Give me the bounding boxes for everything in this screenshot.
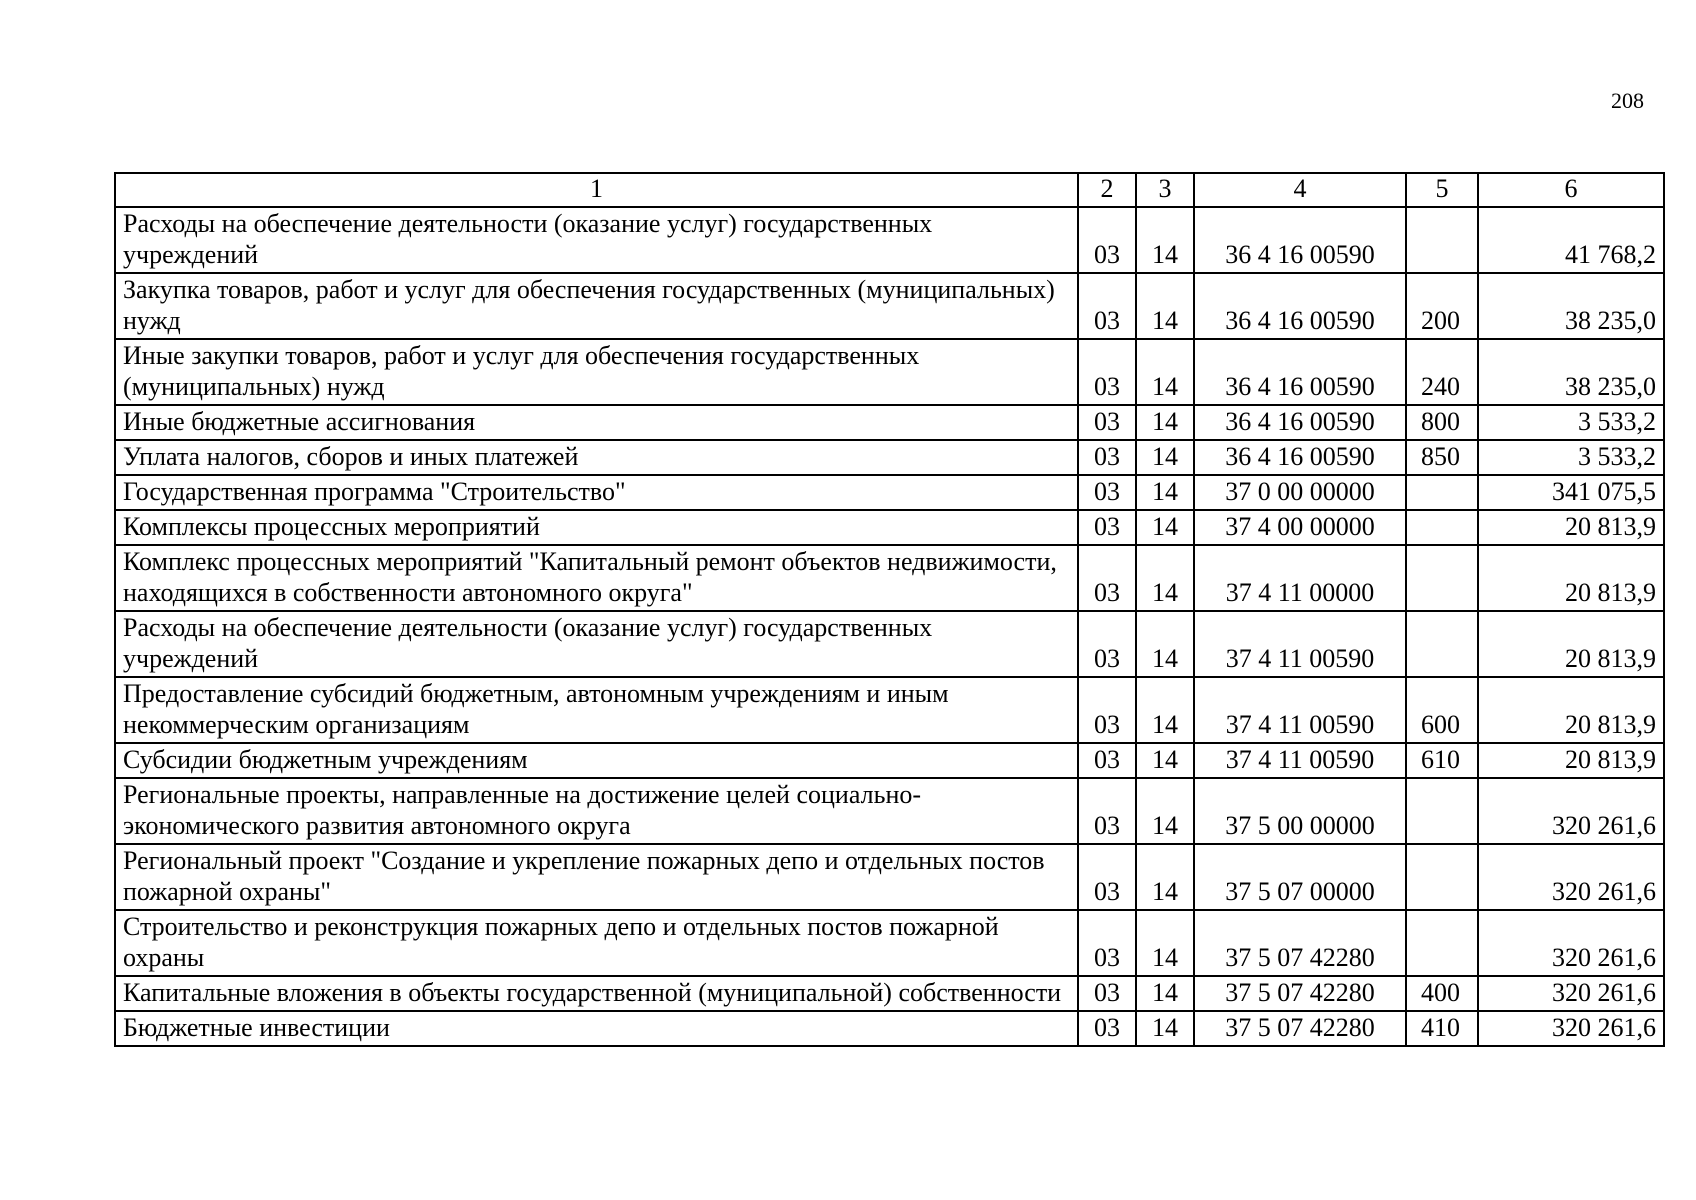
cell-expense-type: 200 xyxy=(1406,273,1478,339)
cell-expense-type: 610 xyxy=(1406,743,1478,778)
cell-name: Капитальные вложения в объекты государственной (муниципальной) собственности xyxy=(115,976,1078,1011)
cell-section: 03 xyxy=(1078,273,1136,339)
cell-name: Строительство и реконструкция пожарных депо и отдельных постов пожарной охраны xyxy=(115,910,1078,976)
table-row xyxy=(115,440,1664,475)
cell-name: Субсидии бюджетным учреждениям xyxy=(115,743,1078,778)
cell-target-article: 37 4 11 00590 xyxy=(1194,743,1406,778)
table-row xyxy=(115,545,1664,611)
cell-amount: 3 533,2 xyxy=(1478,440,1664,475)
cell-amount: 20 813,9 xyxy=(1478,510,1664,545)
table-row xyxy=(115,475,1664,510)
cell-target-article: 37 4 00 00000 xyxy=(1194,510,1406,545)
cell-expense-type xyxy=(1406,778,1478,844)
table-row xyxy=(115,207,1664,273)
header-cell-col-3: 3 xyxy=(1136,173,1194,207)
cell-subsection: 14 xyxy=(1136,339,1194,405)
cell-target-article: 37 4 11 00590 xyxy=(1194,611,1406,677)
table-row xyxy=(115,743,1664,778)
cell-amount: 320 261,6 xyxy=(1478,1011,1664,1046)
header-cell-col-4: 4 xyxy=(1194,173,1406,207)
cell-target-article: 37 5 07 00000 xyxy=(1194,844,1406,910)
table-row xyxy=(115,910,1664,976)
cell-target-article: 36 4 16 00590 xyxy=(1194,339,1406,405)
cell-section: 03 xyxy=(1078,611,1136,677)
cell-name: Уплата налогов, сборов и иных платежей xyxy=(115,440,1078,475)
header-cell-col-1: 1 xyxy=(115,173,1078,207)
cell-expense-type xyxy=(1406,611,1478,677)
cell-section: 03 xyxy=(1078,339,1136,405)
cell-target-article: 37 0 00 00000 xyxy=(1194,475,1406,510)
cell-subsection: 14 xyxy=(1136,611,1194,677)
cell-subsection: 14 xyxy=(1136,976,1194,1011)
cell-section: 03 xyxy=(1078,207,1136,273)
cell-expense-type: 600 xyxy=(1406,677,1478,743)
cell-name: Государственная программа "Строительство" xyxy=(115,475,1078,510)
table-header xyxy=(115,173,1664,207)
header-cell-col-2: 2 xyxy=(1078,173,1136,207)
page-number: 208 xyxy=(1611,88,1644,113)
cell-subsection: 14 xyxy=(1136,510,1194,545)
cell-expense-type: 800 xyxy=(1406,405,1478,440)
cell-expense-type: 240 xyxy=(1406,339,1478,405)
cell-section: 03 xyxy=(1078,545,1136,611)
table-row xyxy=(115,844,1664,910)
cell-target-article: 36 4 16 00590 xyxy=(1194,273,1406,339)
table-row xyxy=(115,677,1664,743)
cell-section: 03 xyxy=(1078,844,1136,910)
cell-expense-type xyxy=(1406,910,1478,976)
cell-name: Иные бюджетные ассигнования xyxy=(115,405,1078,440)
cell-section: 03 xyxy=(1078,743,1136,778)
cell-target-article: 37 5 00 00000 xyxy=(1194,778,1406,844)
table-row xyxy=(115,405,1664,440)
cell-target-article: 37 5 07 42280 xyxy=(1194,910,1406,976)
cell-amount: 20 813,9 xyxy=(1478,677,1664,743)
cell-expense-type xyxy=(1406,844,1478,910)
cell-section: 03 xyxy=(1078,1011,1136,1046)
cell-target-article: 37 5 07 42280 xyxy=(1194,976,1406,1011)
cell-subsection: 14 xyxy=(1136,1011,1194,1046)
cell-name: Комплекс процессных мероприятий "Капитальный ремонт объектов недвижимости, находящихся в собственности автономного округа" xyxy=(115,545,1078,611)
cell-name: Расходы на обеспечение деятельности (оказание услуг) государственных учреждений xyxy=(115,207,1078,273)
cell-amount: 38 235,0 xyxy=(1478,339,1664,405)
cell-section: 03 xyxy=(1078,405,1136,440)
cell-amount: 320 261,6 xyxy=(1478,844,1664,910)
cell-target-article: 36 4 16 00590 xyxy=(1194,440,1406,475)
cell-subsection: 14 xyxy=(1136,743,1194,778)
cell-expense-type xyxy=(1406,475,1478,510)
cell-expense-type xyxy=(1406,510,1478,545)
cell-subsection: 14 xyxy=(1136,844,1194,910)
table-row xyxy=(115,1011,1664,1046)
cell-amount: 320 261,6 xyxy=(1478,778,1664,844)
budget-table xyxy=(114,172,1665,1047)
cell-target-article: 37 4 11 00000 xyxy=(1194,545,1406,611)
cell-name: Региональные проекты, направленные на достижение целей социально-экономического развития автономного округа xyxy=(115,778,1078,844)
cell-name: Закупка товаров, работ и услуг для обеспечения государственных (муниципальных) нужд xyxy=(115,273,1078,339)
cell-name: Иные закупки товаров, работ и услуг для обеспечения государственных (муниципальных) нужд xyxy=(115,339,1078,405)
cell-amount: 341 075,5 xyxy=(1478,475,1664,510)
cell-amount: 41 768,2 xyxy=(1478,207,1664,273)
cell-subsection: 14 xyxy=(1136,677,1194,743)
table-row xyxy=(115,510,1664,545)
cell-subsection: 14 xyxy=(1136,405,1194,440)
cell-name: Бюджетные инвестиции xyxy=(115,1011,1078,1046)
cell-subsection: 14 xyxy=(1136,778,1194,844)
cell-name: Региональный проект "Создание и укрепление пожарных депо и отдельных постов пожарной охраны" xyxy=(115,844,1078,910)
cell-expense-type: 400 xyxy=(1406,976,1478,1011)
header-cell-col-5: 5 xyxy=(1406,173,1478,207)
cell-amount: 20 813,9 xyxy=(1478,743,1664,778)
cell-section: 03 xyxy=(1078,440,1136,475)
table-row xyxy=(115,273,1664,339)
table-row xyxy=(115,611,1664,677)
cell-target-article: 36 4 16 00590 xyxy=(1194,405,1406,440)
cell-target-article: 37 4 11 00590 xyxy=(1194,677,1406,743)
cell-subsection: 14 xyxy=(1136,273,1194,339)
cell-amount: 20 813,9 xyxy=(1478,611,1664,677)
cell-section: 03 xyxy=(1078,976,1136,1011)
cell-name: Предоставление субсидий бюджетным, автономным учреждениям и иным некоммерческим организациям xyxy=(115,677,1078,743)
cell-expense-type xyxy=(1406,207,1478,273)
cell-section: 03 xyxy=(1078,677,1136,743)
cell-expense-type: 850 xyxy=(1406,440,1478,475)
cell-amount: 3 533,2 xyxy=(1478,405,1664,440)
cell-name: Расходы на обеспечение деятельности (оказание услуг) государственных учреждений xyxy=(115,611,1078,677)
table-row xyxy=(115,778,1664,844)
header-cell-col-6: 6 xyxy=(1478,173,1664,207)
table-row xyxy=(115,976,1664,1011)
cell-amount: 320 261,6 xyxy=(1478,976,1664,1011)
cell-name: Комплексы процессных мероприятий xyxy=(115,510,1078,545)
cell-subsection: 14 xyxy=(1136,475,1194,510)
cell-expense-type xyxy=(1406,545,1478,611)
table-body xyxy=(115,207,1664,1046)
cell-section: 03 xyxy=(1078,510,1136,545)
cell-amount: 38 235,0 xyxy=(1478,273,1664,339)
cell-section: 03 xyxy=(1078,778,1136,844)
cell-subsection: 14 xyxy=(1136,545,1194,611)
cell-subsection: 14 xyxy=(1136,910,1194,976)
cell-target-article: 36 4 16 00590 xyxy=(1194,207,1406,273)
cell-amount: 320 261,6 xyxy=(1478,910,1664,976)
cell-amount: 20 813,9 xyxy=(1478,545,1664,611)
cell-expense-type: 410 xyxy=(1406,1011,1478,1046)
cell-target-article: 37 5 07 42280 xyxy=(1194,1011,1406,1046)
cell-section: 03 xyxy=(1078,475,1136,510)
table-row xyxy=(115,339,1664,405)
cell-subsection: 14 xyxy=(1136,440,1194,475)
cell-subsection: 14 xyxy=(1136,207,1194,273)
cell-section: 03 xyxy=(1078,910,1136,976)
header-row xyxy=(115,173,1664,207)
